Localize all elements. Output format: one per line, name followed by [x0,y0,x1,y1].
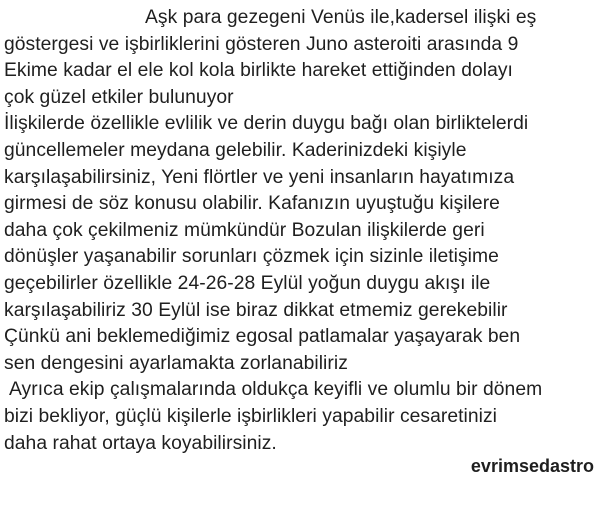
text-line: Ayrıca ekip çalışmalarında oldukça keyifli ve olumlu bir dönem [9,379,543,401]
text-line: daha rahat ortaya koyabilirsiniz. [4,432,277,454]
text-line: geçebilirler özellikle 24-26-28 Eylül yoğun duygu akışı ile [4,272,491,294]
text-line: daha çok çekilmeniz mümkündür Bozulan ilişkilerde geri [4,219,485,241]
text-line: göstergesi ve işbirliklerini gösteren Juno asteroiti arasında 9 [4,33,519,55]
text-line: İlişkilerde özellikle evlilik ve derin duygu bağı olan birliktelerdi [4,113,529,135]
text-line: çok güzel etkiler bulunuyor [4,86,234,108]
text-line: karşılaşabilirsiniz, Yeni flörtler ve yeni insanların hayatımıza [4,166,515,188]
text-line: karşılaşabiliriz 30 Eylül ise biraz dikkat etmemiz gerekebilir [4,299,508,321]
text-line: Ekime kadar el ele kol kola birlikte hareket ettiğinden dolayı [4,60,513,82]
text-line: dönüşler yaşanabilir sorunları çözmek için sizinle iletişime [4,246,499,268]
text-line: girmesi de söz konusu olabilir. Kafanızın uyuştuğu kişilere [4,193,500,215]
text-line: güncellemeler meydana gelebilir. Kaderinizdeki kişiyle [4,139,467,161]
author-signature: evrimsedastro [470,456,594,476]
text-line: bizi bekliyor, güçlü kişilerle işbirlikleri yapabilir cesaretinizi [4,405,498,427]
text-line: Çünkü ani beklemediğimiz egosal patlamalar yaşayarak ben [4,326,521,348]
text-line: Aşk para gezegeni Venüs ile,kadersel ilişki eş [145,7,537,28]
text-line: sen dengesini ayarlamakta zorlanabiliriz [4,352,348,374]
